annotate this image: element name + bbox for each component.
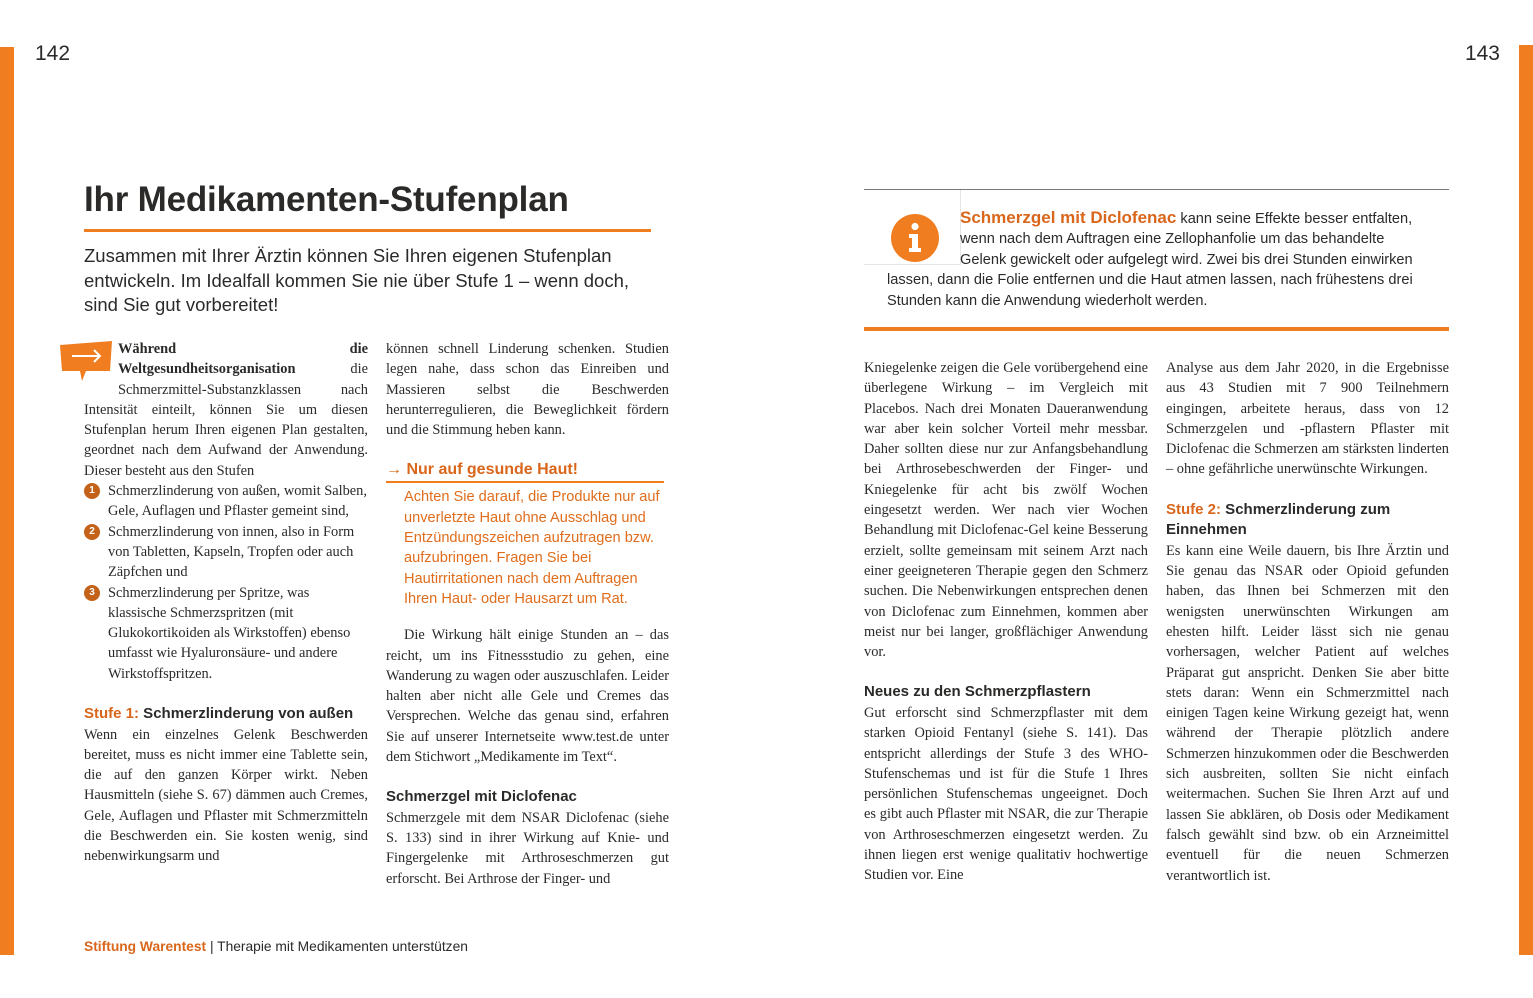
paragraph: Gut erforscht sind Schmerzpflaster mit dem starken Opioid Fentanyl (siehe S. 141). Das entspricht allerdings der Stufe 3 des WHO-Stufenschemas und ist für die Stufe 1 Ihres persönlichen Stufenschemas ungeeignet. Doch es gibt auch Pflaster mit NSAR, die zur Therapie von Arthroseschmerzen eingesetzt werden. Zu ihnen liegen erst wenige qualitativ hochwertige Studien vor. Eine xyxy=(864,704,1148,884)
info-box-text: Schmerzgel mit Diclofenac kann seine Effekte besser entfalten, wenn nach dem Auftragen eine Zellophanfolie um das behandelte Gelenk gewickelt oder aufgelegt wird. Zwei bis drei Stunden einwirken lassen, dann die Folie entfernen und die Haut atmen lassen, nach frühestens drei Stunden kann die Anwendung wiederholt werden. xyxy=(887,208,1413,309)
list-item: 3 Schmerzlinderung per Spritze, was klassische Schmerzspritzen (mit Glukokortikoiden als Wirkstoffen) ebenso umfasst wie Hyaluronsäure- und andere Wirkstoffspritzen. xyxy=(84,583,368,684)
info-box-bottom-rule xyxy=(864,327,1449,331)
column-3 xyxy=(864,358,1148,886)
number-badge: 2 xyxy=(84,524,100,540)
page-number-right: 143 xyxy=(1464,42,1500,65)
arrow-right-flag-icon xyxy=(60,341,112,383)
intro-paragraph: Zusammen mit Ihrer Ärztin können Sie Ihren eigenen Stufenplan entwickeln. Im Idealfall kommen Sie nie über Stufe 1 – wenn doch, sind Sie gut vorbereitet! xyxy=(84,245,630,315)
footer-brand: Stiftung Warentest xyxy=(84,939,207,954)
page-title: Ihr Medikamenten-Stufenplan xyxy=(84,180,569,219)
left-edge-accent-bar xyxy=(0,47,14,955)
paragraph: Analyse aus dem Jahr 2020, in die Ergebnisse aus 43 Studien mit 7 900 Teilnehmern eingingen, arbeitete heraus, dass von 12 Schmerzgelen und -pflastern Pflaster mit Diclofenac die Schmerzen am stärksten linderten – ohne gefährliche unerwünschte Wirkungen. xyxy=(1166,360,1449,478)
footer-separator: | xyxy=(206,939,218,954)
lead-bold: Während die Weltgesundheitsorganisation xyxy=(118,341,368,378)
column-4 xyxy=(1166,358,1449,886)
paragraph: Es kann eine Weile dauern, bis Ihre Ärztin und Sie genau das NSAR oder Opioid gefunden haben, das Ihnen bei Schmerzen mit den wenigsten unerwünschten Wirkungen am ehesten hilft. Leider lässt sich nie genau vorhersagen, welcher Patient auf welches Präparat gut anspricht. Denken Sie aber bitte stets daran: Wenn ein Schmerzmittel nach einigen Tagen keine Wirkung gezeigt hat, wenn während der Therapie plötzlich andere Schmerzen hinzukommen oder die Beschwerden sich ausbreiten, sollten Sie nicht einfach weitermachen. Suchen Sie Ihren Arzt auf und lassen Sie abklären, ob Dosis oder Medikament falsch gewählt sind bzw. ob ein Arzneimittel eventuell für die neuen Schmerzen verantwortlich ist. xyxy=(1166,542,1449,884)
diclofenac-heading: Schmerzgel mit Diclofenac xyxy=(386,788,577,806)
number-badge: 1 xyxy=(84,483,100,499)
footer-section: Therapie mit Medikamenten unterstützen xyxy=(217,939,468,954)
number-badge: 3 xyxy=(84,585,100,601)
paragraph: Kniegelenke zeigen die Gele vorübergehend eine überlegene Wirkung – im Vergleich mit Placebos. Nach drei Monaten Daueranwendung war aber kein solcher Vorteil mehr messbar. Daher sollten diese nur zur Anfangsbehandlung bei Arthrosebeschwerden der Finger- und Kniegelenke für acht bis zwölf Wochen eingesetzt werden. Wer nach vier Wochen Behandlung mit Diclofenac-Gel keine Besserung erzielt, sollte gemeinsam mit seinem Arzt nach einer geeigneteren Therapie gegen den Schmerz suchen. Die Nebenwirkungen entsprechen denen von Diclofenac zum Einnehmen, kommen aber meist nur bei langer, großflächiger Anwendung vor. xyxy=(864,360,1148,661)
paragraph: Schmerzgele mit dem NSAR Diclofenac (siehe S. 133) sind in ihrer Wirkung auf Knie- und Fingergelenke mit Arthroseschmerzen gut erforscht. Bei Arthrose der Finger- und xyxy=(386,809,669,887)
warning-box xyxy=(386,460,669,609)
stufe-2-heading: Stufe 2: Schmerzlinderung zum Einnehmen xyxy=(1166,500,1391,539)
schmerzpflaster-heading: Neues zu den Schmerzpflastern xyxy=(864,683,1091,701)
paragraph: können schnell Linderung schenken. Studien legen nahe, dass schon das Einreiben und Massieren selbst die Beschwerden herunterregulieren, die Beweglichkeit fördern und die Stimmung heben kann. xyxy=(386,341,669,439)
column-1 xyxy=(84,339,368,867)
footer xyxy=(84,939,468,954)
stufen-list xyxy=(84,481,368,684)
lead-paragraph xyxy=(84,339,368,481)
warning-body: Achten Sie darauf, die Produkte nur auf unverletzte Haut ohne Ausschlag und Entzündungszeichen aufzutragen bzw. aufzubringen. Fragen Sie bei Hautirritationen nach dem Auftragen Ihren Haut- oder Hausarzt um Rat. xyxy=(404,489,660,607)
paragraph: Die Wirkung hält einige Stunden an – das reicht, um ins Fitnessstudio zu gehen, eine Wanderung zu wagen oder auszuschlafen. Leider halten aber nicht alle Gele und Cremes das Versprechen. Welche das genau sind, erfahren Sie auf unserer Internetseite www.test.de unter dem Stichwort „Medikamente im Text“. xyxy=(386,627,669,766)
list-item: 2 Schmerzlinderung von innen, also in Form von Tabletten, Kapseln, Tropfen oder auch Zäpfchen und xyxy=(84,522,368,583)
stufe-1-heading: Stufe 1: Schmerzlinderung von außen xyxy=(84,705,354,723)
right-edge-accent-bar xyxy=(1519,45,1533,955)
warning-title: → Nur auf gesunde Haut! xyxy=(386,460,664,483)
lead-text: die Schmerzmittel-Substanzklassen nach Intensität einteilt, können Sie um diesen Stufenplan herum Ihren eigenen Plan gestalten, geordnet nach dem Aufwand der Anwendung. Dieser besteht aus den Stufen xyxy=(84,361,368,479)
title-underline xyxy=(84,229,651,232)
page-number-left: 142 xyxy=(35,42,71,65)
list-item: 1 Schmerzlinderung von außen, womit Salben, Gele, Auflagen und Pflaster gemeint sind, xyxy=(84,481,368,522)
info-highlight: Schmerzgel mit Diclofenac xyxy=(960,208,1177,227)
stufe-1-paragraph: Wenn ein einzelnes Gelenk Beschwerden bereitet, muss es nicht immer eine Tablette sein, die auf den ganzen Körper wirkt. Neben Hausmitteln (siehe S. 67) dämmen auch Cremes, Gele, Auflagen und Pflaster mit Schmerzmitteln die Beschwerden ein. Sie kosten wenig, sind nebenwirkungsarm und xyxy=(84,726,368,865)
column-2 xyxy=(386,339,669,889)
